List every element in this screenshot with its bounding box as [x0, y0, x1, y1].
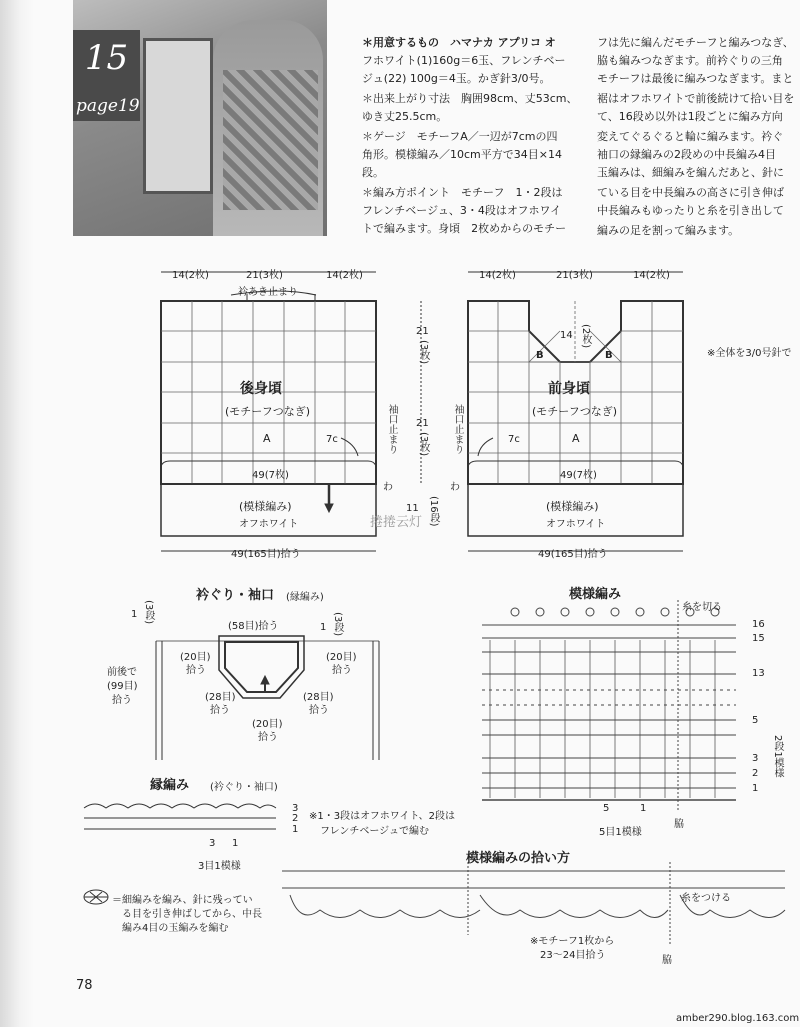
front-width-label: 49(7枚)	[560, 470, 597, 481]
edging-chart	[84, 804, 276, 829]
text-line: 角形。模様編み／10cm平方で34目×14	[362, 148, 562, 161]
pickup-note-2: 23〜24目拾う	[540, 950, 606, 961]
sleeve-note-3: 拾う	[112, 695, 132, 706]
front-pattern-label: (模様編み)	[546, 500, 599, 513]
text-line: ジュ(22) 100g＝4玉。かぎ針3/0号。	[362, 72, 551, 85]
sleeve-note-2: (99目)	[107, 681, 138, 692]
back-dim-right: 14(2枚)	[326, 270, 363, 281]
height-top-count: (3枚)	[418, 340, 429, 365]
front-body-subtitle: (モチーフつなぎ)	[532, 405, 618, 418]
pickup-note-1: ※モチーフ1枚から	[530, 936, 615, 947]
pattern-title: 模様編み	[569, 587, 622, 602]
text-line: 袖口の縁編みの2段めの中長編み4目	[597, 148, 776, 161]
neckline-bottomb: 拾う	[258, 732, 278, 743]
text-line: 編みの足を割って編みます。	[597, 224, 740, 237]
pattern-repeat-1: 1	[640, 803, 647, 814]
row-15: 15	[752, 633, 765, 644]
page-reference: page19	[76, 96, 140, 116]
height-top: 21	[416, 326, 429, 337]
back-motif-label: A	[263, 432, 271, 445]
two-row-repeat: 2段1模様	[772, 735, 783, 778]
front-dim-right: 14(2枚)	[633, 270, 670, 281]
back-color-label: オフホワイト	[239, 519, 299, 530]
legend-line-1: ＝細編みを編み、針に残ってい	[112, 895, 253, 906]
back-dim-mid: 21(3枚)	[246, 270, 283, 281]
front-seven-label: 7c	[508, 434, 520, 445]
hem-rows: (16段)	[428, 496, 439, 527]
side-label-right: わ	[450, 482, 460, 493]
text-line: トで編みます。身頃 2枚めからのモチー	[362, 222, 567, 235]
row-1: 1	[752, 783, 759, 794]
stitch-pattern-chart	[482, 600, 736, 810]
sleeve-stop-left: 袖口止まり	[386, 404, 397, 454]
row-16: 16	[752, 619, 765, 630]
text-line: ＊ゲージ モチーフA／一辺が7cmの四	[362, 130, 558, 143]
height-bottom: 21	[416, 418, 429, 429]
text-line: 中長編みもゆったりと糸を引き出して	[597, 204, 784, 217]
front-pickup-label: 49(165目)拾う	[538, 549, 608, 560]
border-note-1: ※1・3段はオフホワイト、2段は	[309, 811, 455, 822]
needle-note: ※全体を3/0号針で	[707, 348, 792, 359]
border-repeat-b: 1	[232, 838, 239, 849]
border-repeat-a: 3	[209, 838, 216, 849]
front-neck-count: (2枚)	[580, 324, 591, 349]
front-b-left: B	[536, 350, 544, 361]
row-2: 2	[752, 768, 759, 779]
back-seven-label: 7c	[326, 434, 338, 445]
neckline-l2b: 拾う	[210, 705, 230, 716]
front-dim-mid: 21(3枚)	[556, 270, 593, 281]
front-b-right: B	[605, 350, 613, 361]
watermark: 捲捲云灯	[370, 515, 423, 530]
pattern-cut-note: 糸を切る	[682, 602, 722, 613]
side-label-left: わ	[383, 482, 393, 493]
text-line: フは先に編んだモチーフと編みつなぎ、	[597, 36, 794, 49]
back-width-label: 49(7枚)	[252, 470, 289, 481]
back-body-subtitle: (モチーフつなぎ)	[225, 405, 311, 418]
text-line: 変えてぐるぐると輪に編みます。衿ぐ	[597, 130, 784, 143]
neckline-l1: (20目)	[180, 652, 211, 663]
pickup-attach: 糸をつける	[681, 893, 731, 904]
front-body-title: 前身頃	[548, 381, 590, 397]
front-color-label: オフホワイト	[546, 519, 606, 530]
text-line: モチーフは最後に編みつなぎます。まと	[597, 72, 794, 85]
source-url: amber290.blog.163.com	[676, 1013, 800, 1024]
neckline-rows-left: 1	[131, 609, 138, 620]
border-row3: 3	[292, 803, 299, 814]
neckline-r2: (28目)	[303, 692, 334, 703]
row-13: 13	[752, 668, 765, 679]
border-row2: 2	[292, 813, 299, 824]
neckline-r2b: 拾う	[309, 705, 329, 716]
neckline-title-sub: (縁編み)	[286, 592, 324, 603]
pickup-side: 脇	[662, 955, 672, 966]
text-line: 段。	[362, 166, 384, 179]
pattern-repeat-5: 5	[603, 803, 610, 814]
neckline-rows-left-count: (3段)	[143, 600, 154, 625]
border-title: 縁編み	[150, 778, 190, 793]
legend-line-2: る目を引き伸ばしてから、中長	[122, 909, 262, 920]
row-3: 3	[752, 753, 759, 764]
text-line: フホワイト(1)160g＝6玉、フレンチベー	[362, 54, 566, 67]
back-pattern-label: (模様編み)	[239, 500, 292, 513]
text-line: ゆき丈25.5cm。	[362, 110, 448, 123]
sleeve-stop-right: 袖口止まり	[452, 404, 463, 454]
collar-stop-label: 衿あき止まり	[238, 287, 298, 298]
text-line: ＊編み方ポイント モチーフ 1・2段は	[362, 186, 563, 199]
pattern-number: 15	[84, 38, 129, 78]
text-line: 玉編みは、細編みを編んだあと、針に	[597, 166, 784, 179]
pattern-repeat: 5目1模様	[599, 827, 642, 838]
text-line: 裾はオフホワイトで前後続けて拾い目を	[597, 92, 795, 105]
neckline-r1: (20目)	[326, 652, 357, 663]
neckline-title: 衿ぐり・袖口	[196, 588, 275, 603]
neckline-r1b: 拾う	[332, 665, 352, 676]
back-pickup-label: 49(165目)拾う	[231, 549, 301, 560]
back-dim-left: 14(2枚)	[172, 270, 209, 281]
neckline-rows-right: 1	[320, 622, 327, 633]
front-motif-label: A	[572, 432, 580, 445]
text-line: ＊用意するもの ハマナカ アプリコ オ	[362, 36, 556, 49]
neckline-rows-right-count: (3段)	[332, 612, 343, 637]
pickup-title: 模様編みの拾い方	[466, 851, 571, 866]
pattern-side: 脇	[674, 819, 684, 830]
neckline-l2: (28目)	[205, 692, 236, 703]
border-note-2: フレンチベージュで編む	[320, 826, 429, 837]
text-line: 脇も編みつなぎます。前衿ぐりの三角	[597, 54, 783, 67]
sleeve-note-1: 前後で	[107, 667, 137, 678]
border-row1: 1	[292, 824, 299, 835]
hem-eleven: 11	[406, 503, 419, 514]
legend-line-3: 編み4目の玉編みを編む	[122, 923, 229, 934]
back-body-title: 後身頃	[240, 381, 282, 397]
front-dim-left: 14(2枚)	[479, 270, 516, 281]
row-5: 5	[752, 715, 759, 726]
neckline-top-pickup: (58目)拾う	[228, 621, 279, 632]
page-number: 78	[76, 978, 93, 993]
border-title-sub: (衿ぐり・袖口)	[210, 782, 278, 793]
border-repeat: 3目1模様	[198, 861, 241, 872]
text-line: フレンチベージュ、3・4段はオフホワイ	[362, 204, 562, 217]
front-neck-depth: 14	[560, 330, 573, 341]
text-line: ている目を中長編みの高さに引き伸ば	[597, 186, 784, 199]
height-bottom-count: (3枚)	[418, 432, 429, 457]
text-line: て、16段め以外は1段ごとに編み方向	[597, 110, 783, 123]
text-line: ＊出来上がり寸法 胸囲98cm、丈53cm、	[362, 92, 578, 105]
neckline-bottom: (20目)	[252, 719, 283, 730]
neckline-l1b: 拾う	[186, 665, 206, 676]
